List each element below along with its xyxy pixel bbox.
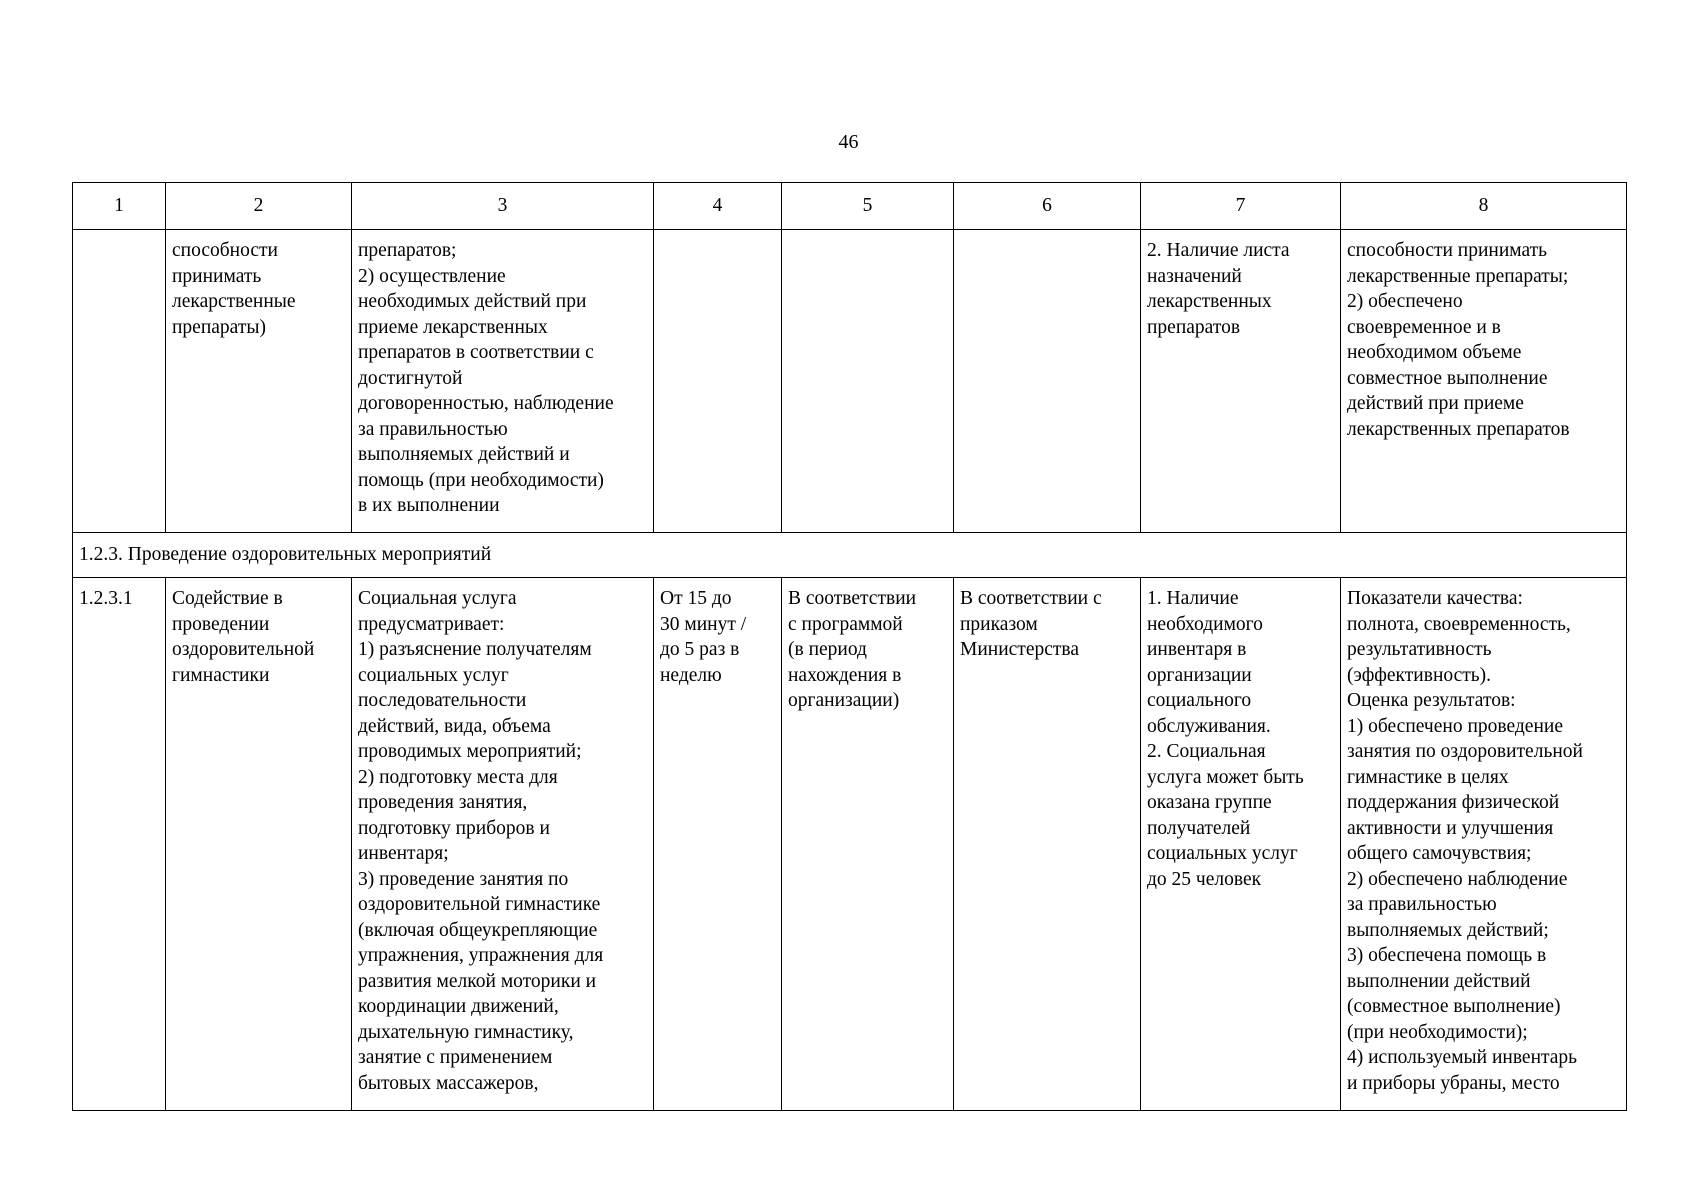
cell-quality: Показатели качества: полнота, своевременность, результативность (эффективность). Оценка результатов: 1) обеспечено проведение занятия по оздоровительной гимнастике в целях поддержания физической активности и улучшения общего самочувствия; 2) обеспечено наблюдение за правильностью выполняемых действий; 3) обеспечена помощь в выполнении действий (совместное выполнение) (при необходимости); 4) используемый инвентарь и приборы убраны, место <box>1341 578 1627 1111</box>
table-row-1-2-3-1 <box>73 578 1627 1111</box>
table-section-row <box>73 533 1627 578</box>
header-cell-5: 5 <box>782 183 954 230</box>
cell-frequency <box>782 230 954 533</box>
header-cell-8: 8 <box>1341 183 1627 230</box>
cell-quality: способности принимать лекарственные препараты; 2) обеспечено своевременное и в необходимом объеме совместное выполнение действий при приеме лекарственных препаратов <box>1341 230 1627 533</box>
cell-service-name: Содействие в проведении оздоровительной гимнастики <box>166 578 352 1111</box>
header-cell-2: 2 <box>166 183 352 230</box>
header-cell-6: 6 <box>954 183 1141 230</box>
cell-service-name: способности принимать лекарственные препараты) <box>166 230 352 533</box>
cell-conditions: 1. Наличие необходимого инвентаря в организации социального обслуживания. 2. Социальная услуга может быть оказана группе получателей социальных услуг до 25 человек <box>1141 578 1341 1111</box>
cell-conditions: 2. Наличие листа назначений лекарственных препаратов <box>1141 230 1341 533</box>
cell-frequency: В соответствии с программой (в период нахождения в организации) <box>782 578 954 1111</box>
header-cell-3: 3 <box>352 183 654 230</box>
section-title: 1.2.3. Проведение оздоровительных мероприятий <box>73 533 1627 578</box>
cell-number: 1.2.3.1 <box>73 578 166 1111</box>
cell-duration: От 15 до 30 минут / до 5 раз в неделю <box>654 578 782 1111</box>
cell-tariff: В соответствии с приказом Министерства <box>954 578 1141 1111</box>
header-cell-7: 7 <box>1141 183 1341 230</box>
cell-description: Социальная услуга предусматривает: 1) разъяснение получателям социальных услуг последовательности действий, вида, объема проводимых мероприятий; 2) подготовку места для проведения занятия, подготовку приборов и инвентаря; 3) проведение занятия по оздоровительной гимнастике (включая общеукрепляющие упражнения, упражнения для развития мелкой моторики и координации движений, дыхательную гимнастику, занятие с применением бытовых массажеров, <box>352 578 654 1111</box>
cell-number <box>73 230 166 533</box>
table-row-continuation <box>73 230 1627 533</box>
cell-tariff <box>954 230 1141 533</box>
page-number: 46 <box>838 131 859 153</box>
table-header-row <box>73 183 1627 230</box>
cell-duration <box>654 230 782 533</box>
cell-description: препаратов; 2) осуществление необходимых действий при приеме лекарственных препаратов в соответствии с достигнутой договоренностью, наблюдение за правильностью выполняемых действий и помощь (при необходимости) в их выполнении <box>352 230 654 533</box>
services-table <box>72 182 1627 1111</box>
header-cell-1: 1 <box>73 183 166 230</box>
header-cell-4: 4 <box>654 183 782 230</box>
